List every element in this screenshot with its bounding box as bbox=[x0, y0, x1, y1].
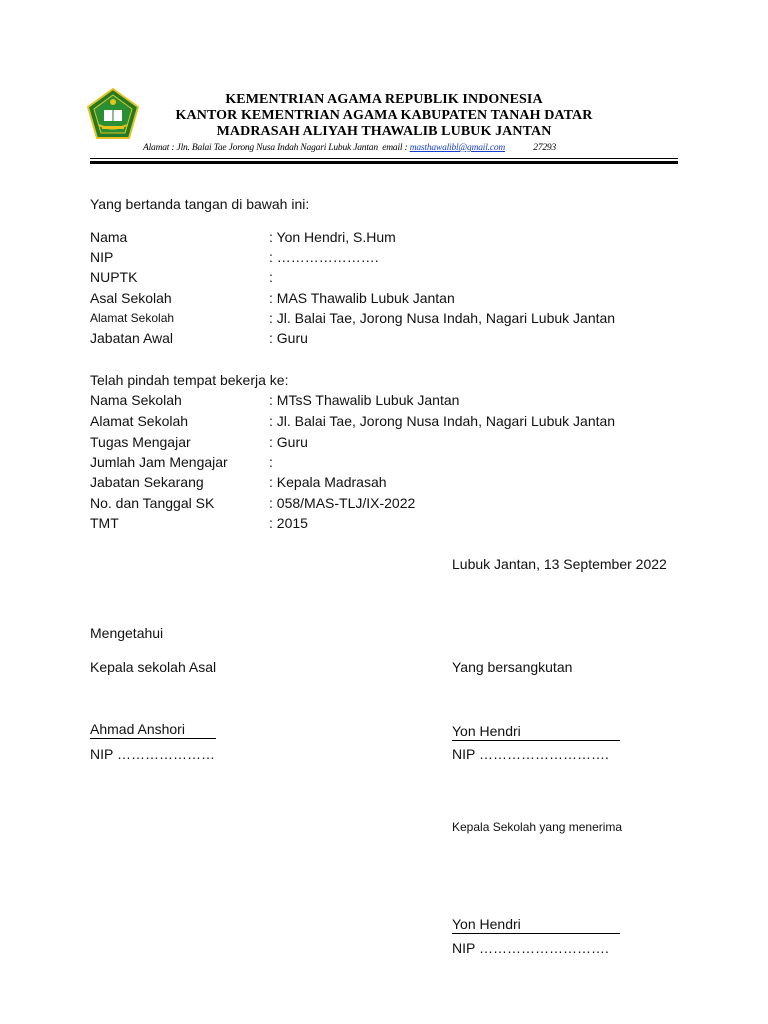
transfer-value: : Kepala Madrasah bbox=[269, 474, 387, 490]
left-sign-nip: NIP ………………… bbox=[90, 746, 215, 762]
right-sign-nip: NIP ………………………. bbox=[452, 746, 609, 762]
postal-code: 27293 bbox=[533, 143, 557, 153]
identity-value: : Jl. Balai Tae, Jorong Nusa Indah, Nagari Lubuk Jantan bbox=[269, 310, 616, 326]
left-sign-title: Kepala sekolah Asal bbox=[90, 659, 217, 675]
transfer-label: Alamat Sekolah bbox=[90, 413, 189, 429]
header-address bbox=[143, 143, 556, 153]
identity-label: Alamat Sekolah bbox=[90, 311, 175, 325]
identity-label: Jabatan Awal bbox=[90, 330, 174, 346]
header-line-2: KANTOR KEMENTRIAN AGAMA KABUPATEN TANAH DATAR bbox=[175, 108, 593, 123]
identity-value: : Guru bbox=[269, 330, 308, 346]
left-sign-name: Ahmad Anshori bbox=[90, 721, 216, 739]
transfer-label: TMT bbox=[90, 515, 119, 531]
transfer-value: : 2015 bbox=[269, 515, 308, 531]
identity-value: : …………………. bbox=[269, 249, 379, 265]
receiver-sign-name: Yon Hendri bbox=[452, 916, 620, 934]
identity-label: Asal Sekolah bbox=[90, 290, 172, 306]
email-link[interactable]: masthawalibl@gmail.com bbox=[409, 143, 506, 153]
transfer-label: Tugas Mengajar bbox=[90, 434, 191, 450]
right-sign-name: Yon Hendri bbox=[452, 723, 620, 741]
transfer-value: : Guru bbox=[269, 434, 308, 450]
address-text: Alamat : Jln. Balai Tae Jorong Nusa Indah Nagari Lubuk Jantan bbox=[143, 143, 378, 153]
header-line-1: KEMENTRIAN AGAMA REPUBLIK INDONESIA bbox=[225, 92, 543, 107]
transfer-label: Jabatan Sekarang bbox=[90, 474, 204, 490]
header-rule-thick bbox=[90, 161, 678, 164]
transfer-label: Nama Sekolah bbox=[90, 392, 182, 408]
transfer-value: : 058/MAS-TLJ/IX-2022 bbox=[269, 495, 416, 511]
acknowledge-text: Mengetahui bbox=[90, 625, 164, 641]
transfer-label: Jumlah Jam Mengajar bbox=[90, 454, 228, 470]
email-label: email : bbox=[382, 143, 408, 153]
right-sign-title: Yang bersangkutan bbox=[452, 659, 573, 675]
identity-label: NIP bbox=[90, 249, 114, 265]
place-date: Lubuk Jantan, 13 September 2022 bbox=[452, 556, 667, 572]
identity-label: Nama bbox=[90, 229, 128, 245]
intro-text: Yang bertanda tangan di bawah ini: bbox=[90, 196, 310, 212]
receiver-sign-title: Kepala Sekolah yang menerima bbox=[452, 820, 623, 834]
transfer-label: No. dan Tanggal SK bbox=[90, 495, 215, 511]
receiver-sign-nip: NIP ………………………. bbox=[452, 940, 609, 956]
header-rule-thin bbox=[90, 158, 678, 159]
transfer-value: : bbox=[269, 454, 273, 470]
transfer-intro: Telah pindah tempat bekerja ke: bbox=[90, 372, 289, 388]
header-line-3: MADRASAH ALIYAH THAWALIB LUBUK JANTAN bbox=[216, 124, 552, 139]
identity-value: : bbox=[269, 269, 273, 285]
transfer-value: : Jl. Balai Tae, Jorong Nusa Indah, Nagari Lubuk Jantan bbox=[269, 413, 616, 429]
identity-label: NUPTK bbox=[90, 269, 138, 285]
transfer-value: : MTsS Thawalib Lubuk Jantan bbox=[269, 392, 460, 408]
identity-value: : MAS Thawalib Lubuk Jantan bbox=[269, 290, 455, 306]
identity-value: : Yon Hendri, S.Hum bbox=[269, 229, 396, 245]
